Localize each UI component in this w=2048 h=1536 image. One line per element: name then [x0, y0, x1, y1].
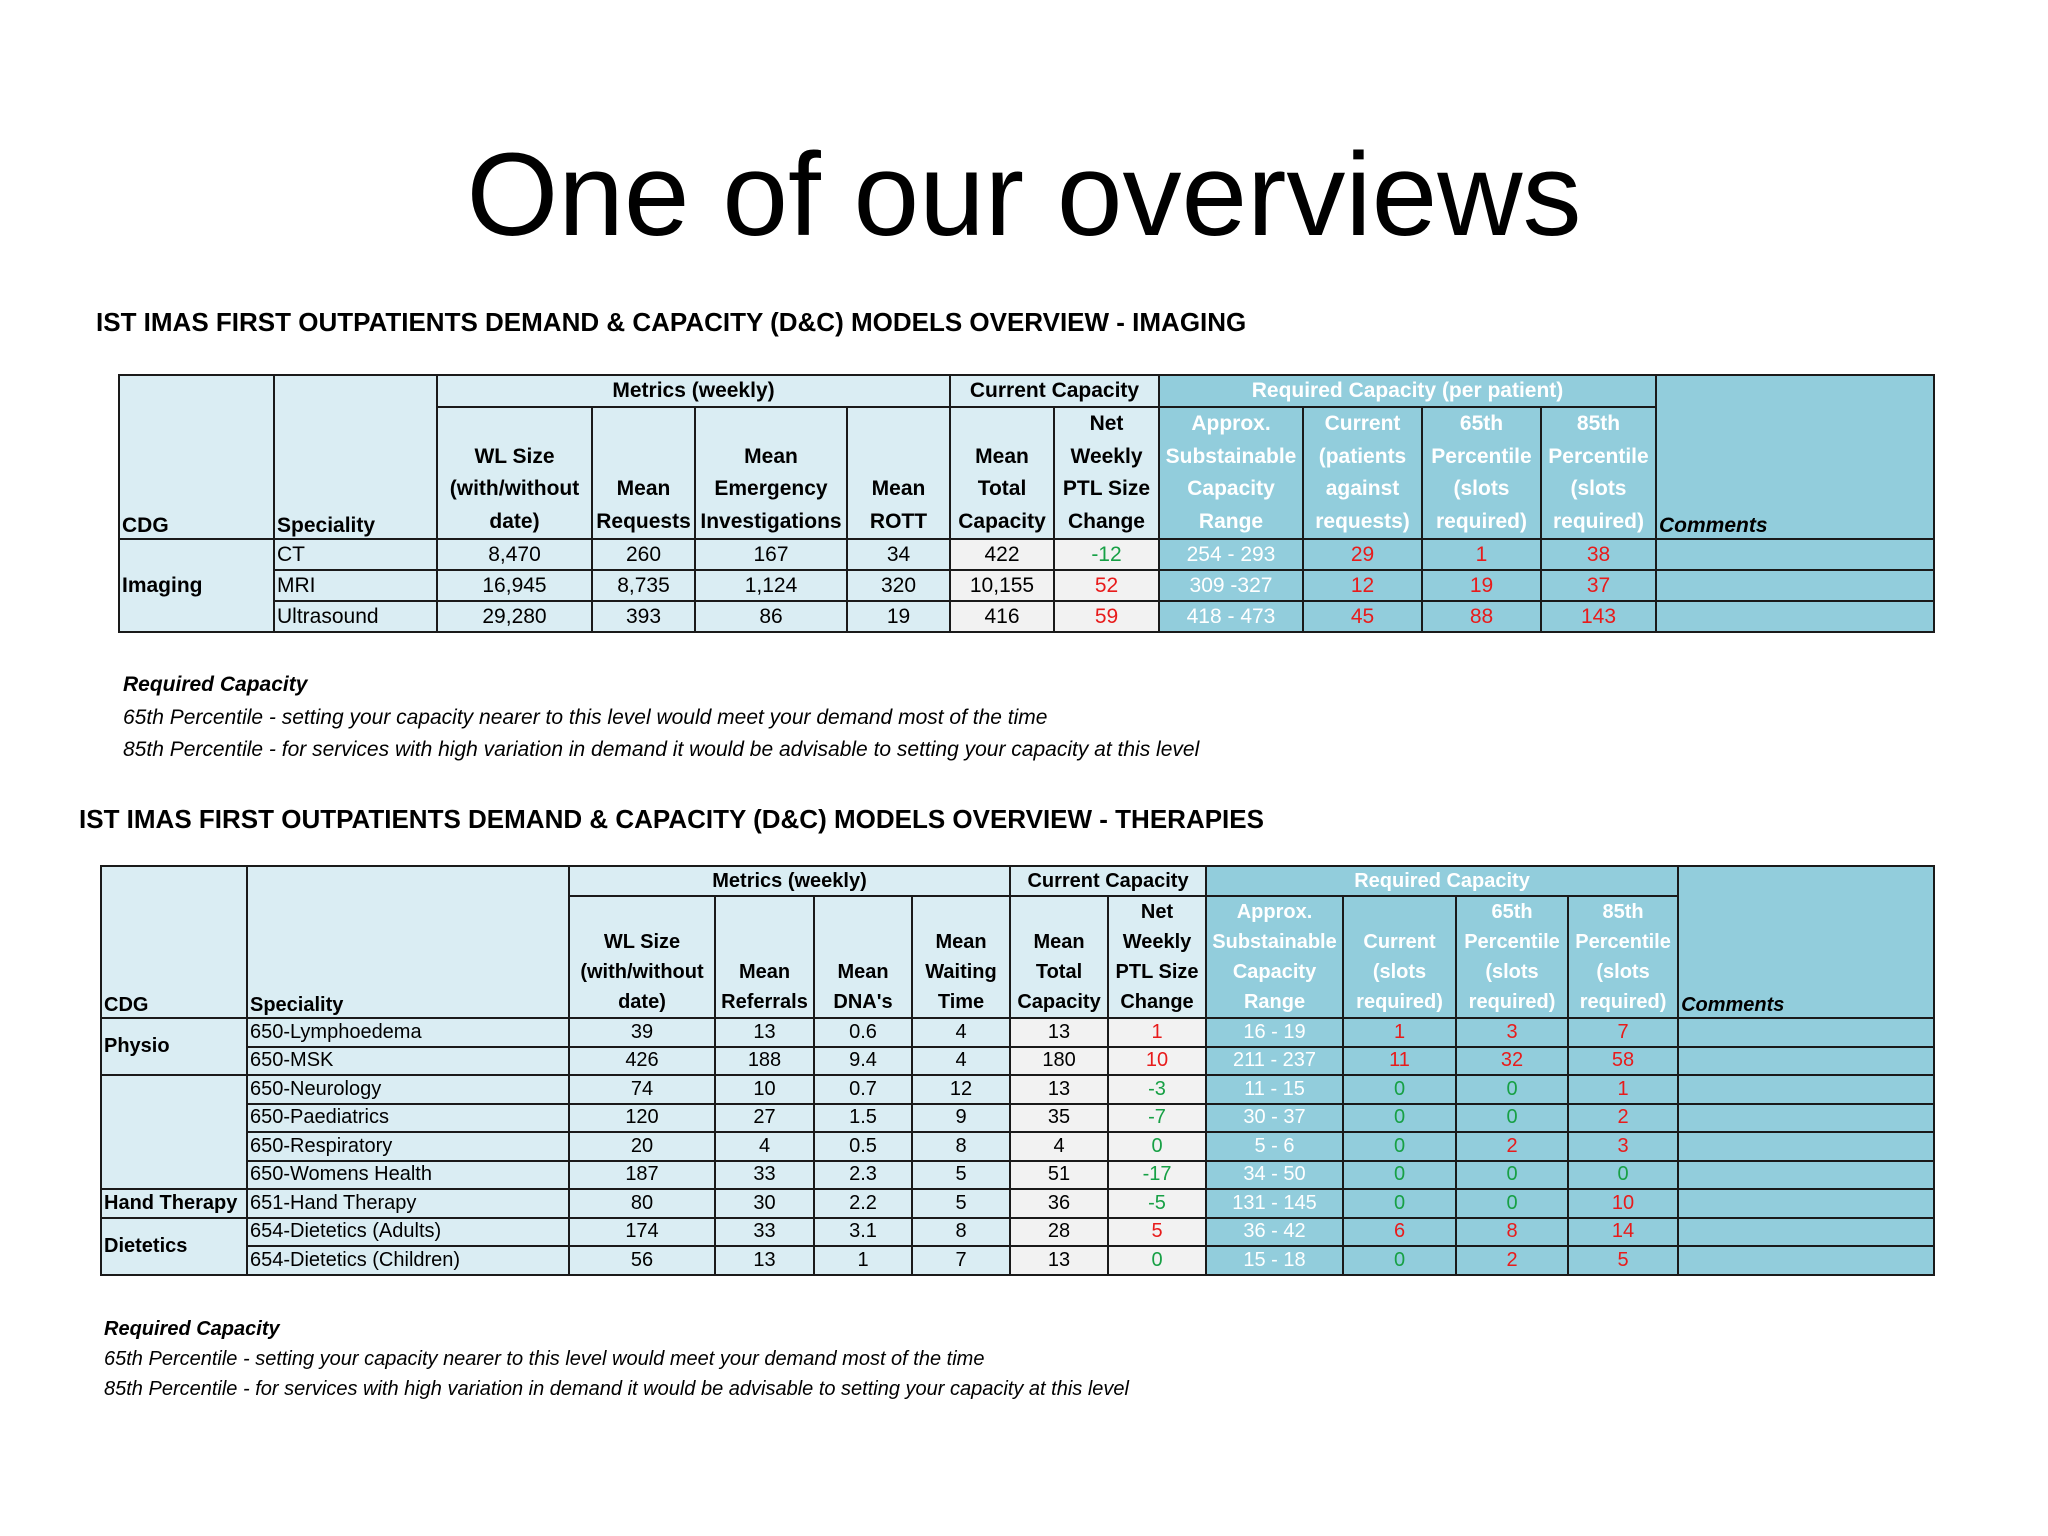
notes-heading: Required Capacity: [123, 673, 308, 696]
mean-referrals-cell: 4: [715, 1132, 814, 1161]
speciality-cell: 650-Lymphoedema: [247, 1018, 569, 1047]
p85-cell: 7: [1568, 1018, 1678, 1047]
p85-cell: 10: [1568, 1189, 1678, 1218]
therapies-body: [101, 1018, 1934, 1275]
p85-cell: 0: [1568, 1161, 1678, 1190]
mean-dna-cell: 0.5: [814, 1132, 912, 1161]
net-weekly-change-cell: 0: [1108, 1246, 1206, 1275]
p65-cell: 0: [1456, 1161, 1568, 1190]
mean-waiting-cell: 9: [912, 1104, 1010, 1133]
table-row: [101, 1047, 1934, 1076]
mean-emergency-cell: 86: [695, 601, 847, 632]
wl-size-cell: 426: [569, 1047, 715, 1076]
group-header-current-capacity: Current Capacity: [1010, 866, 1206, 896]
table-row: [119, 601, 1934, 632]
speciality-cell: CT: [274, 539, 437, 570]
mean-referrals-cell: 30: [715, 1189, 814, 1218]
mean-waiting-cell: 4: [912, 1047, 1010, 1076]
p85-cell: 1: [1568, 1075, 1678, 1104]
notes-line-65th: 65th Percentile - setting your capacity nearer to this level would meet your demand most of the time: [123, 705, 1048, 729]
p65-cell: 19: [1422, 570, 1541, 601]
group-header-current-capacity: Current Capacity: [950, 375, 1159, 407]
current-cell: 0: [1343, 1075, 1456, 1104]
current-cell: 0: [1343, 1104, 1456, 1133]
net-weekly-change-cell: 59: [1054, 601, 1159, 632]
col-header-cdg: CDG: [119, 375, 274, 539]
mean-requests-cell: 393: [592, 601, 695, 632]
current-cell: 1: [1343, 1018, 1456, 1047]
mean-dna-cell: 0.7: [814, 1075, 912, 1104]
col-header-mean-requests: Mean Requests: [592, 407, 695, 539]
approx-range-cell: 34 - 50: [1206, 1161, 1343, 1190]
col-header-mean-referrals: Mean Referrals: [715, 896, 814, 1018]
comments-cell: [1678, 1132, 1934, 1161]
net-weekly-change-cell: 52: [1054, 570, 1159, 601]
speciality-cell: Ultrasound: [274, 601, 437, 632]
therapies-heading: IST IMAS FIRST OUTPATIENTS DEMAND & CAPACITY (D&C) MODELS OVERVIEW - THERAPIES: [79, 804, 1264, 834]
mean-referrals-cell: 33: [715, 1218, 814, 1247]
p85-cell: 143: [1541, 601, 1656, 632]
current-cell: 11: [1343, 1047, 1456, 1076]
net-weekly-change-cell: 5: [1108, 1218, 1206, 1247]
approx-range-cell: 418 - 473: [1159, 601, 1303, 632]
net-weekly-change-cell: -12: [1054, 539, 1159, 570]
mean-total-capacity-cell: 422: [950, 539, 1054, 570]
col-header-mean-waiting-time: Mean Waiting Time: [912, 896, 1010, 1018]
table-row: [101, 1132, 1934, 1161]
mean-total-capacity-cell: 36: [1010, 1189, 1108, 1218]
speciality-cell: 650-Womens Health: [247, 1161, 569, 1190]
col-header-85th-percentile: 85th Percentile (slots required): [1541, 407, 1656, 539]
p65-cell: 3: [1456, 1018, 1568, 1047]
current-cell: 0: [1343, 1132, 1456, 1161]
mean-total-capacity-cell: 13: [1010, 1075, 1108, 1104]
table-row: [101, 1218, 1934, 1247]
col-header-net-weekly: Net Weekly PTL Size Change: [1108, 896, 1206, 1018]
p85-cell: 58: [1568, 1047, 1678, 1076]
mean-rott-cell: 320: [847, 570, 950, 601]
net-weekly-change-cell: 1: [1108, 1018, 1206, 1047]
col-header-comments: Comments: [1656, 375, 1934, 539]
col-header-mean-emergency: Mean Emergency Investigations: [695, 407, 847, 539]
approx-range-cell: 11 - 15: [1206, 1075, 1343, 1104]
net-weekly-change-cell: -3: [1108, 1075, 1206, 1104]
wl-size-cell: 20: [569, 1132, 715, 1161]
current-cell: 12: [1303, 570, 1422, 601]
speciality-cell: 654-Dietetics (Children): [247, 1246, 569, 1275]
wl-size-cell: 56: [569, 1246, 715, 1275]
col-header-85th-percentile: 85th Percentile (slots required): [1568, 896, 1678, 1018]
p85-cell: 2: [1568, 1104, 1678, 1133]
p85-cell: 5: [1568, 1246, 1678, 1275]
table-row: [101, 1104, 1934, 1133]
col-header-comments: Comments: [1678, 866, 1934, 1018]
cdg-cell-blank: [101, 1075, 247, 1189]
mean-dna-cell: 3.1: [814, 1218, 912, 1247]
table-row: [101, 1246, 1934, 1275]
mean-referrals-cell: 13: [715, 1018, 814, 1047]
imaging-table: [118, 374, 1935, 633]
wl-size-cell: 187: [569, 1161, 715, 1190]
table-row: [101, 1018, 1934, 1047]
cdg-cell-hand: Hand Therapy: [101, 1189, 247, 1218]
comments-cell: [1656, 539, 1934, 570]
comments-cell: [1678, 1018, 1934, 1047]
col-header-mean-total-capacity: Mean Total Capacity: [1010, 896, 1108, 1018]
col-header-speciality: Speciality: [247, 866, 569, 1018]
wl-size-cell: 39: [569, 1018, 715, 1047]
current-cell: 6: [1343, 1218, 1456, 1247]
wl-size-cell: 16,945: [437, 570, 592, 601]
net-weekly-change-cell: 10: [1108, 1047, 1206, 1076]
mean-referrals-cell: 188: [715, 1047, 814, 1076]
mean-dna-cell: 2.2: [814, 1189, 912, 1218]
mean-total-capacity-cell: 51: [1010, 1161, 1108, 1190]
current-cell: 0: [1343, 1161, 1456, 1190]
cdg-cell-imaging: Imaging: [119, 539, 274, 632]
p65-cell: 0: [1456, 1075, 1568, 1104]
mean-waiting-cell: 4: [912, 1018, 1010, 1047]
imaging-notes: [123, 669, 1199, 767]
current-cell: 29: [1303, 539, 1422, 570]
cdg-cell-physio: Physio: [101, 1018, 247, 1075]
p65-cell: 1: [1422, 539, 1541, 570]
wl-size-cell: 80: [569, 1189, 715, 1218]
cdg-cell-dietetics: Dietetics: [101, 1218, 247, 1275]
notes-heading: Required Capacity: [104, 1318, 280, 1340]
p65-cell: 2: [1456, 1246, 1568, 1275]
p65-cell: 0: [1456, 1104, 1568, 1133]
col-header-cdg: CDG: [101, 866, 247, 1018]
wl-size-cell: 174: [569, 1218, 715, 1247]
wl-size-cell: 8,470: [437, 539, 592, 570]
speciality-cell: 650-MSK: [247, 1047, 569, 1076]
p85-cell: 38: [1541, 539, 1656, 570]
p65-cell: 8: [1456, 1218, 1568, 1247]
col-header-mean-dna: Mean DNA's: [814, 896, 912, 1018]
net-weekly-change-cell: -17: [1108, 1161, 1206, 1190]
col-header-wl-size: WL Size (with/without date): [569, 896, 715, 1018]
comments-cell: [1656, 570, 1934, 601]
mean-total-capacity-cell: 4: [1010, 1132, 1108, 1161]
col-header-speciality: Speciality: [274, 375, 437, 539]
table-row: [119, 539, 1934, 570]
wl-size-cell: 120: [569, 1104, 715, 1133]
mean-waiting-cell: 8: [912, 1132, 1010, 1161]
comments-cell: [1678, 1104, 1934, 1133]
net-weekly-change-cell: -5: [1108, 1189, 1206, 1218]
wl-size-cell: 74: [569, 1075, 715, 1104]
p65-cell: 88: [1422, 601, 1541, 632]
approx-range-cell: 131 - 145: [1206, 1189, 1343, 1218]
comments-cell: [1678, 1161, 1934, 1190]
current-cell: 45: [1303, 601, 1422, 632]
p65-cell: 0: [1456, 1189, 1568, 1218]
approx-range-cell: 15 - 18: [1206, 1246, 1343, 1275]
table-row: [119, 570, 1934, 601]
approx-range-cell: 30 - 37: [1206, 1104, 1343, 1133]
col-header-approx-range: Approx. Substainable Capacity Range: [1159, 407, 1303, 539]
table-row: [101, 1075, 1934, 1104]
mean-dna-cell: 2.3: [814, 1161, 912, 1190]
mean-dna-cell: 0.6: [814, 1018, 912, 1047]
col-header-current-patients: Current (patients against requests): [1303, 407, 1422, 539]
mean-dna-cell: 1.5: [814, 1104, 912, 1133]
mean-waiting-cell: 5: [912, 1161, 1010, 1190]
comments-cell: [1678, 1047, 1934, 1076]
comments-cell: [1678, 1246, 1934, 1275]
mean-waiting-cell: 8: [912, 1218, 1010, 1247]
comments-cell: [1678, 1189, 1934, 1218]
col-header-net-weekly: Net Weekly PTL Size Change: [1054, 407, 1159, 539]
speciality-cell: 651-Hand Therapy: [247, 1189, 569, 1218]
speciality-cell: 650-Paediatrics: [247, 1104, 569, 1133]
group-header-required-capacity: Required Capacity: [1206, 866, 1678, 896]
p65-cell: 32: [1456, 1047, 1568, 1076]
comments-cell: [1678, 1218, 1934, 1247]
mean-total-capacity-cell: 10,155: [950, 570, 1054, 601]
table-row: [101, 1161, 1934, 1190]
mean-referrals-cell: 13: [715, 1246, 814, 1275]
mean-requests-cell: 260: [592, 539, 695, 570]
mean-total-capacity-cell: 416: [950, 601, 1054, 632]
speciality-cell: MRI: [274, 570, 437, 601]
mean-dna-cell: 1: [814, 1246, 912, 1275]
mean-total-capacity-cell: 28: [1010, 1218, 1108, 1247]
col-header-current-slots: Current (slots required): [1343, 896, 1456, 1018]
mean-referrals-cell: 10: [715, 1075, 814, 1104]
therapies-table: [100, 865, 1935, 1276]
p85-cell: 14: [1568, 1218, 1678, 1247]
approx-range-cell: 211 - 237: [1206, 1047, 1343, 1076]
col-header-65th-percentile: 65th Percentile (slots required): [1456, 896, 1568, 1018]
comments-cell: [1656, 601, 1934, 632]
col-header-mean-rott: Mean ROTT: [847, 407, 950, 539]
mean-total-capacity-cell: 13: [1010, 1246, 1108, 1275]
col-header-mean-total-capacity: Mean Total Capacity: [950, 407, 1054, 539]
p65-cell: 2: [1456, 1132, 1568, 1161]
notes-line-65th: 65th Percentile - setting your capacity nearer to this level would meet your demand most of the time: [104, 1348, 985, 1370]
col-header-wl-size: WL Size (with/without date): [437, 407, 592, 539]
mean-total-capacity-cell: 35: [1010, 1104, 1108, 1133]
therapies-notes: [104, 1314, 1129, 1404]
approx-range-cell: 16 - 19: [1206, 1018, 1343, 1047]
mean-rott-cell: 34: [847, 539, 950, 570]
notes-line-85th: 85th Percentile - for services with high variation in demand it would be advisable to setting your capacity at this level: [123, 738, 1200, 761]
approx-range-cell: 5 - 6: [1206, 1132, 1343, 1161]
notes-line-85th: 85th Percentile - for services with high variation in demand it would be advisable to setting your capacity at this level: [104, 1378, 1129, 1400]
imaging-heading: IST IMAS FIRST OUTPATIENTS DEMAND & CAPACITY (D&C) MODELS OVERVIEW - IMAGING: [96, 307, 1247, 337]
p85-cell: 37: [1541, 570, 1656, 601]
col-header-65th-percentile: 65th Percentile (slots required): [1422, 407, 1541, 539]
col-header-approx-range: Approx. Substainable Capacity Range: [1206, 896, 1343, 1018]
current-cell: 0: [1343, 1246, 1456, 1275]
mean-total-capacity-cell: 180: [1010, 1047, 1108, 1076]
group-header-metrics: Metrics (weekly): [569, 866, 1010, 896]
group-header-metrics: Metrics (weekly): [437, 375, 950, 407]
mean-emergency-cell: 1,124: [695, 570, 847, 601]
mean-emergency-cell: 167: [695, 539, 847, 570]
table-row: [101, 1189, 1934, 1218]
p85-cell: 3: [1568, 1132, 1678, 1161]
speciality-cell: 650-Respiratory: [247, 1132, 569, 1161]
speciality-cell: 650-Neurology: [247, 1075, 569, 1104]
mean-waiting-cell: 5: [912, 1189, 1010, 1218]
mean-waiting-cell: 12: [912, 1075, 1010, 1104]
net-weekly-change-cell: 0: [1108, 1132, 1206, 1161]
approx-range-cell: 254 - 293: [1159, 539, 1303, 570]
mean-dna-cell: 9.4: [814, 1047, 912, 1076]
group-header-required-capacity: Required Capacity (per patient): [1159, 375, 1656, 407]
mean-referrals-cell: 27: [715, 1104, 814, 1133]
speciality-cell: 654-Dietetics (Adults): [247, 1218, 569, 1247]
approx-range-cell: 309 -327: [1159, 570, 1303, 601]
current-cell: 0: [1343, 1189, 1456, 1218]
approx-range-cell: 36 - 42: [1206, 1218, 1343, 1247]
comments-cell: [1678, 1075, 1934, 1104]
mean-total-capacity-cell: 13: [1010, 1018, 1108, 1047]
wl-size-cell: 29,280: [437, 601, 592, 632]
mean-rott-cell: 19: [847, 601, 950, 632]
slide-title: One of our overviews: [466, 129, 1582, 261]
mean-requests-cell: 8,735: [592, 570, 695, 601]
mean-referrals-cell: 33: [715, 1161, 814, 1190]
net-weekly-change-cell: -7: [1108, 1104, 1206, 1133]
mean-waiting-cell: 7: [912, 1246, 1010, 1275]
